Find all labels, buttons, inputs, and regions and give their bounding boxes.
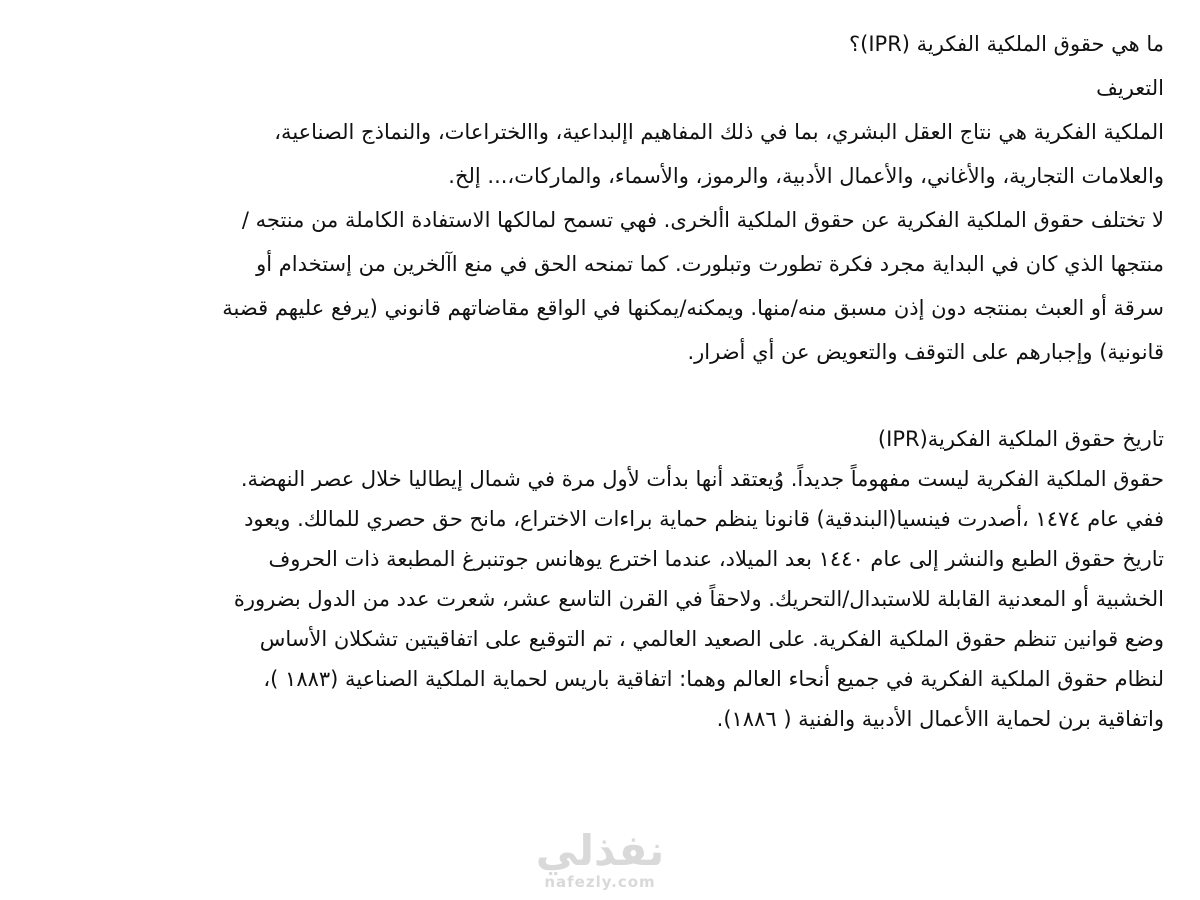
- spacer: [214, 374, 1164, 419]
- paragraph: لا تختلف حقوق الملكية الفكرية عن حقوق الملكية األخرى. فهي تسمح لمالكها الاستفادة الكاملة من منتجه /منتجها الذي كان في البداية مجرد فكرة تطورت وتبلورت. كما تمنحه الحق في منع اآلخرين من إستخدام أو سرقة أو العبث بمنتجه دون إذن مسبق منه/منها. ويمكنه/يمكنها في الواقع مقاضاتهم قانوني (يرفع عليهم قضبة قانونية) وإجبارهم على التوقف والتعويض عن أي أضرار.: [222, 208, 1164, 364]
- article: [214, 22, 1164, 739]
- watermark-arabic: نفذلي: [535, 826, 665, 875]
- section-history: [214, 419, 1164, 739]
- paragraph: الملكية الفكرية هي نتاج العقل البشري، بما في ذلك المفاهيم اإلبداعية، واالختراعات، والنماذج الصناعية، والعلامات التجارية، والأغاني، والأعمال الأدبية، والرموز، والأسماء، والماركات،... إلخ.: [274, 120, 1164, 188]
- section-title: تاريخ حقوق الملكية الفكرية(IPR): [877, 427, 1164, 451]
- section-subtitle: التعريف: [1096, 76, 1164, 100]
- section-title: ما هي حقوق الملكية الفكرية (IPR)؟: [849, 32, 1164, 56]
- watermark-latin: nafezly.com: [544, 873, 656, 891]
- paragraph: حقوق الملكية الفكرية ليست مفهوماً جديداً. وُيعتقد أنها بدأت لأول مرة في شمال إيطاليا خلال عصر النهضة. ففي عام ١٤٧٤ ،أصدرت فينسيا(البندقية) قانونا ينظم حماية براءات الاختراع، مانح حق حصري للمالك. ويعود تاريخ حقوق الطبع والنشر إلى عام ١٤٤٠ بعد الميلاد، عندما اخترع يوهانس جوتنبرغ المطبعة ذات الحروف الخشبية أو المعدنية القابلة للاستبدال/التحريك. ولاحقاً في القرن التاسع عشر، شعرت عدد من الدول بضرورة وضع قوانين تنظم حقوق الملكية الفكرية. على الصعيد العالمي ، تم التوقيع على اتفاقيتين تشكلان الأساس لنظام حقوق الملكية الفكرية في جميع أنحاء العالم وهما: اتفاقية باريس لحماية الملكية الصناعية (١٨٨٣ )، واتفاقية برن لحماية االأعمال الأدبية والفنية ( ١٨٨٦).: [233, 467, 1164, 731]
- watermark-logo: [520, 828, 680, 890]
- section-definition: [214, 22, 1164, 374]
